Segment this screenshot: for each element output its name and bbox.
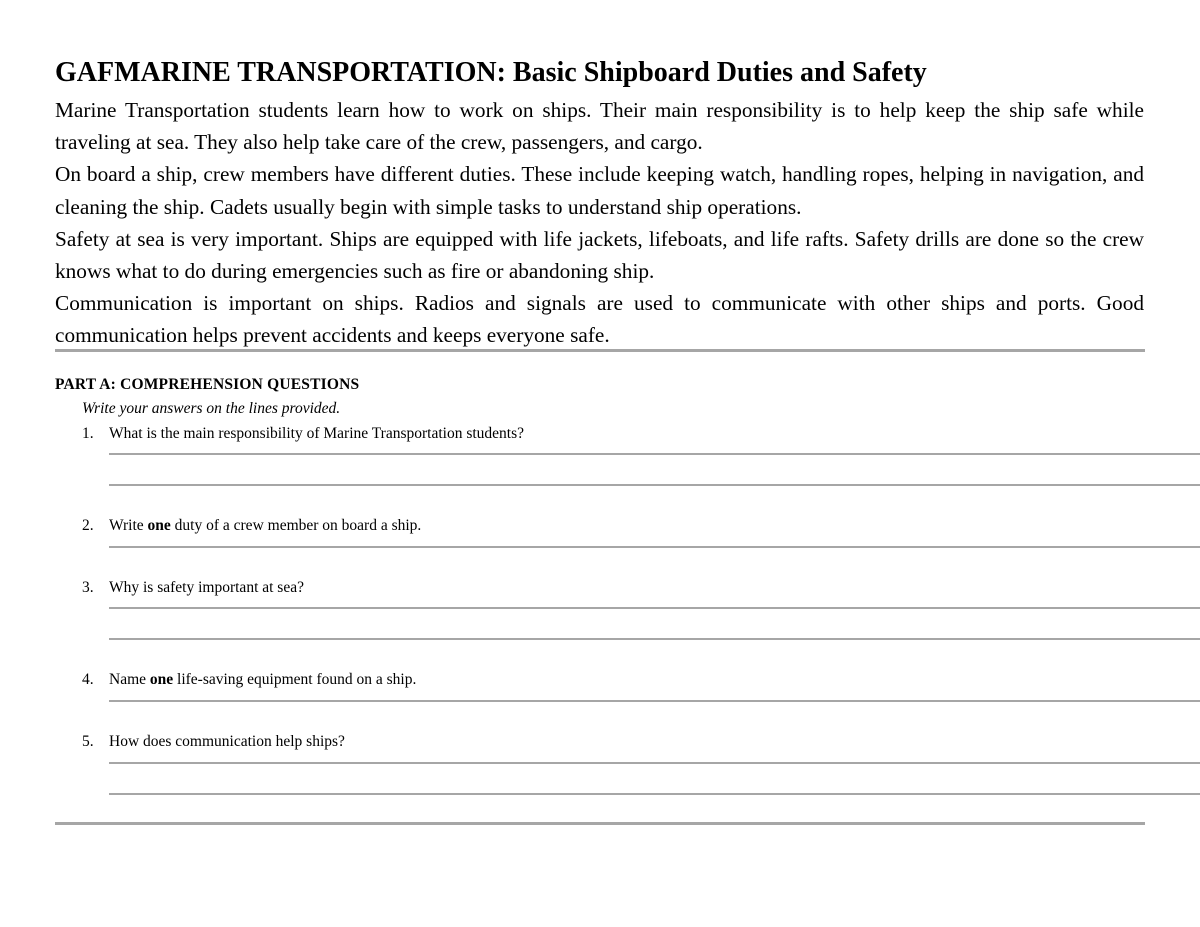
paragraph: Safety at sea is very important. Ships are equipped with life jackets, lifeboats, and life rafts. Safety drills are done so the crew knows what to do during emergencies such as fire or abandoning ship.: [55, 226, 1144, 284]
question-4: [82, 671, 416, 689]
page-title: GAFMARINE TRANSPORTATION: Basic Shipboard Duties and Safety: [55, 57, 927, 88]
answer-line[interactable]: [109, 607, 1200, 609]
question-text: What is the main responsibility of Marine Transportation students?: [109, 425, 525, 442]
answer-line[interactable]: [109, 793, 1200, 795]
question-emphasis: one: [147, 517, 171, 534]
instruction-text: Write your answers on the lines provided.: [82, 400, 341, 417]
paragraph: On board a ship, crew members have different duties. These include keeping watch, handling ropes, helping in navigation, and cleaning the ship. Cadets usually begin with simple tasks to understand ship operations.: [55, 162, 1144, 219]
question-text: Name: [109, 671, 150, 688]
question-number: 2.: [82, 517, 94, 534]
answer-line[interactable]: [109, 762, 1200, 764]
question-text: duty of a crew member on board a ship.: [170, 517, 422, 534]
answer-line[interactable]: [109, 453, 1200, 455]
paragraph: Communication is important on ships. Radios and signals are used to communicate with other ships and ports. Good communication helps prevent accidents and keeps everyone safe.: [55, 291, 1144, 348]
answer-line[interactable]: [109, 546, 1200, 548]
question-text: Why is safety important at sea?: [109, 579, 304, 596]
question-number: 3.: [82, 579, 94, 596]
question-1: [82, 425, 524, 443]
question-emphasis: one: [149, 671, 174, 688]
question-5: [82, 733, 345, 751]
question-text: Write: [109, 517, 148, 534]
question-number: 1.: [82, 425, 94, 442]
question-text: life-saving equipment found on a ship.: [173, 671, 417, 688]
question-2: [82, 517, 421, 535]
section-divider: [55, 822, 1145, 825]
answer-line[interactable]: [109, 484, 1200, 486]
section-divider: [55, 349, 1145, 352]
part-a-heading: PART A: COMPREHENSION QUESTIONS: [55, 376, 360, 393]
paragraph: Marine Transportation students learn how to work on ships. Their main responsibility is to help keep the ship safe while traveling at sea. They also help take care of the crew, passengers, and cargo.: [55, 98, 1144, 155]
question-text: How does communication help ships?: [109, 733, 345, 750]
answer-line[interactable]: [109, 700, 1200, 702]
question-number: 5.: [82, 733, 94, 750]
question-number: 4.: [82, 671, 94, 688]
question-3: [82, 579, 304, 597]
answer-line[interactable]: [109, 638, 1200, 640]
reading-passage: [55, 94, 1144, 352]
